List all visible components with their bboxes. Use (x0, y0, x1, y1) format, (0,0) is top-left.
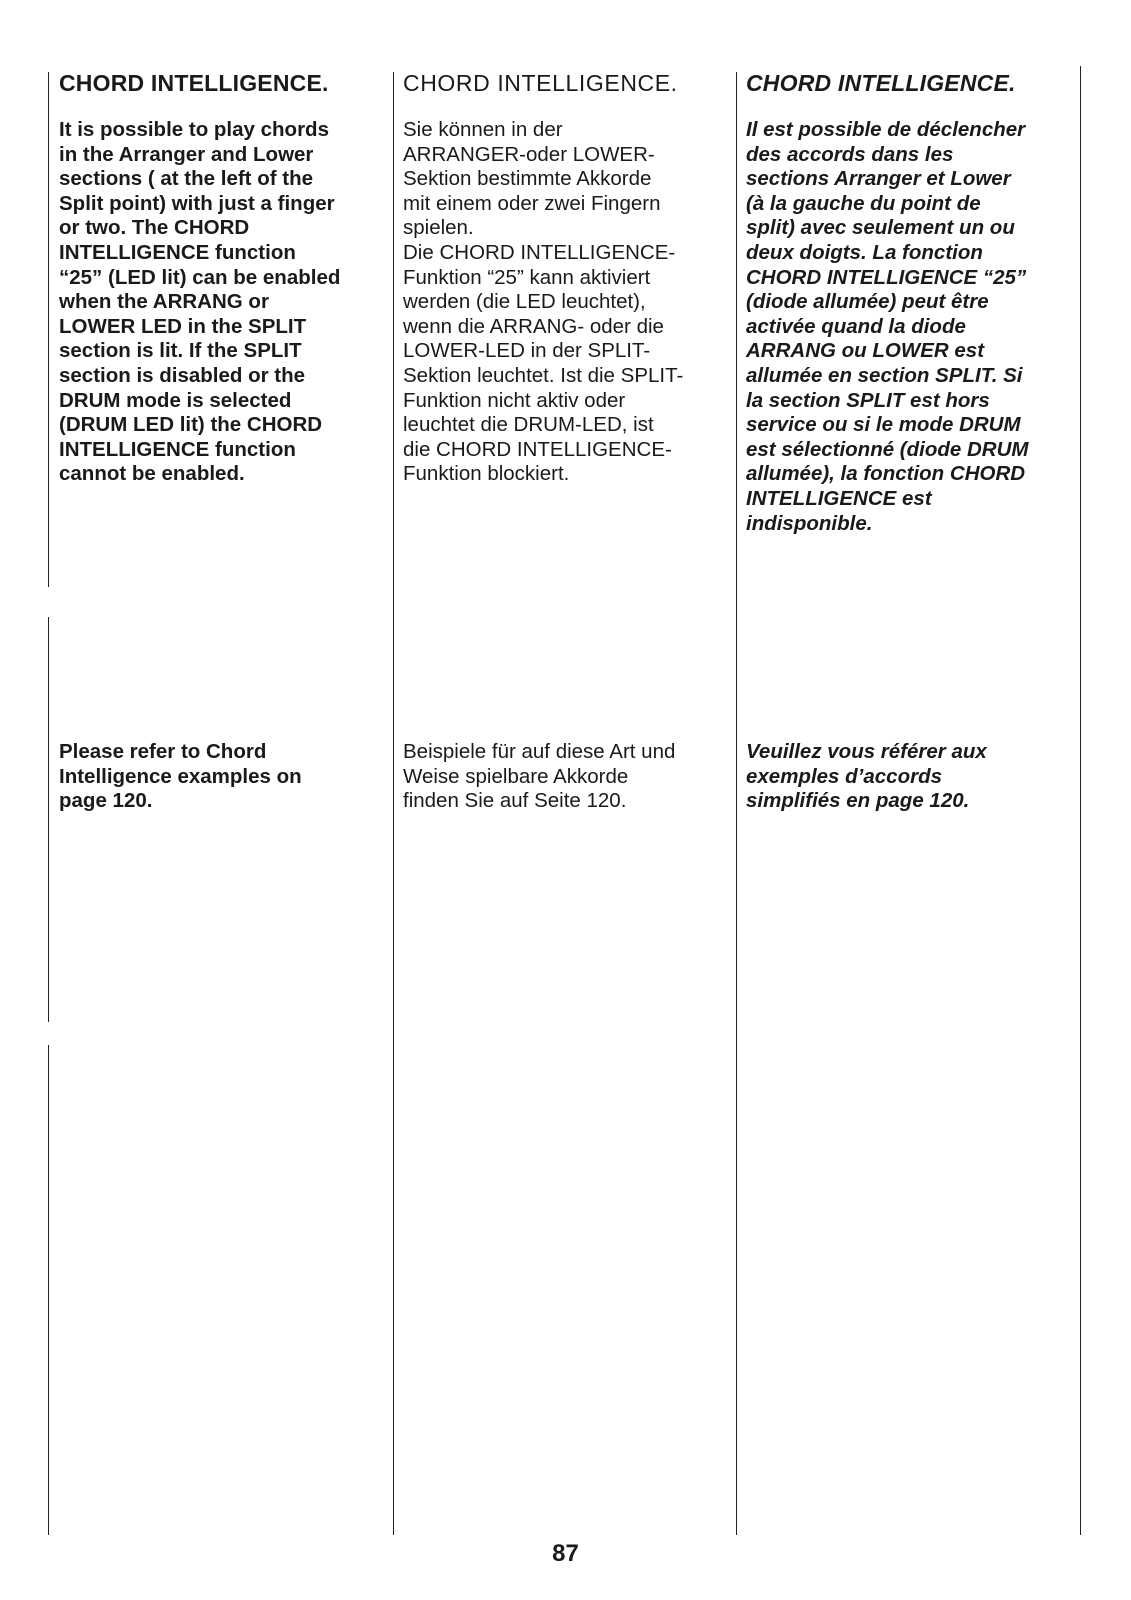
column-divider-left (48, 72, 49, 587)
german-column (403, 68, 725, 487)
column-divider-left (48, 617, 49, 1022)
english-reference-text: Please refer to Chord Intelligence examples on page 120. (59, 740, 302, 813)
english-column (59, 68, 381, 487)
column-divider-german-french (736, 72, 737, 1535)
german-reference-text: Beispiele für auf diese Art und Weise spielbare Akkorde finden Sie auf Seite 120. (403, 740, 676, 813)
page-number: 87 (552, 1540, 579, 1567)
french-column (746, 68, 1071, 536)
german-body-text: Sie können in der ARRANGER-oder LOWER- Sektion bestimmte Akkorde mit einem oder zwei Fingern spielen. Die CHORD INTELLIGENCE- Funktion “25” kann aktiviert werden (die LED leuchtet), wenn die ARRANG- oder die LOWER-LED in der SPLIT- Sektion leuchtet. Ist die SPLIT- Funktion nicht aktiv oder leuchtet die DRUM-LED, ist die CHORD INTELLIGENCE- Funktion blockiert. (403, 118, 684, 486)
column-divider-right (1080, 66, 1081, 1535)
french-reference-text: Veuillez vous référer aux exemples d’accords simplifiés en page 120. (746, 740, 987, 813)
german-heading: CHORD INTELLIGENCE. (403, 70, 678, 96)
french-heading: CHORD INTELLIGENCE. (746, 70, 1016, 96)
french-body-text: Il est possible de déclencher des accords dans les sections Arranger et Lower (à la gauche du point de split) avec seulement un ou deux doigts. La fonction CHORD INTELLIGENCE “25” (diode allumée) peut être activée quand la diode ARRANG ou LOWER est allumée en section SPLIT. Si la section SPLIT est hors service ou si le mode DRUM est sélectionné (diode DRUM allumée), la fonction CHORD INTELLIGENCE est indisponible. (746, 118, 1029, 535)
english-body-text: It is possible to play chords in the Arranger and Lower sections ( at the left of the Split point) with just a finger or two. The CHORD INTELLIGENCE function “25” (LED lit) can be enabled when the ARRANG or LOWER LED in the SPLIT section is lit. If the SPLIT section is disabled or the DRUM mode is selected (DRUM LED lit) the CHORD INTELLIGENCE function cannot be enabled. (59, 118, 341, 486)
column-divider-english-german (393, 72, 394, 1535)
english-heading: CHORD INTELLIGENCE. (59, 70, 329, 96)
column-divider-left (48, 1045, 49, 1535)
